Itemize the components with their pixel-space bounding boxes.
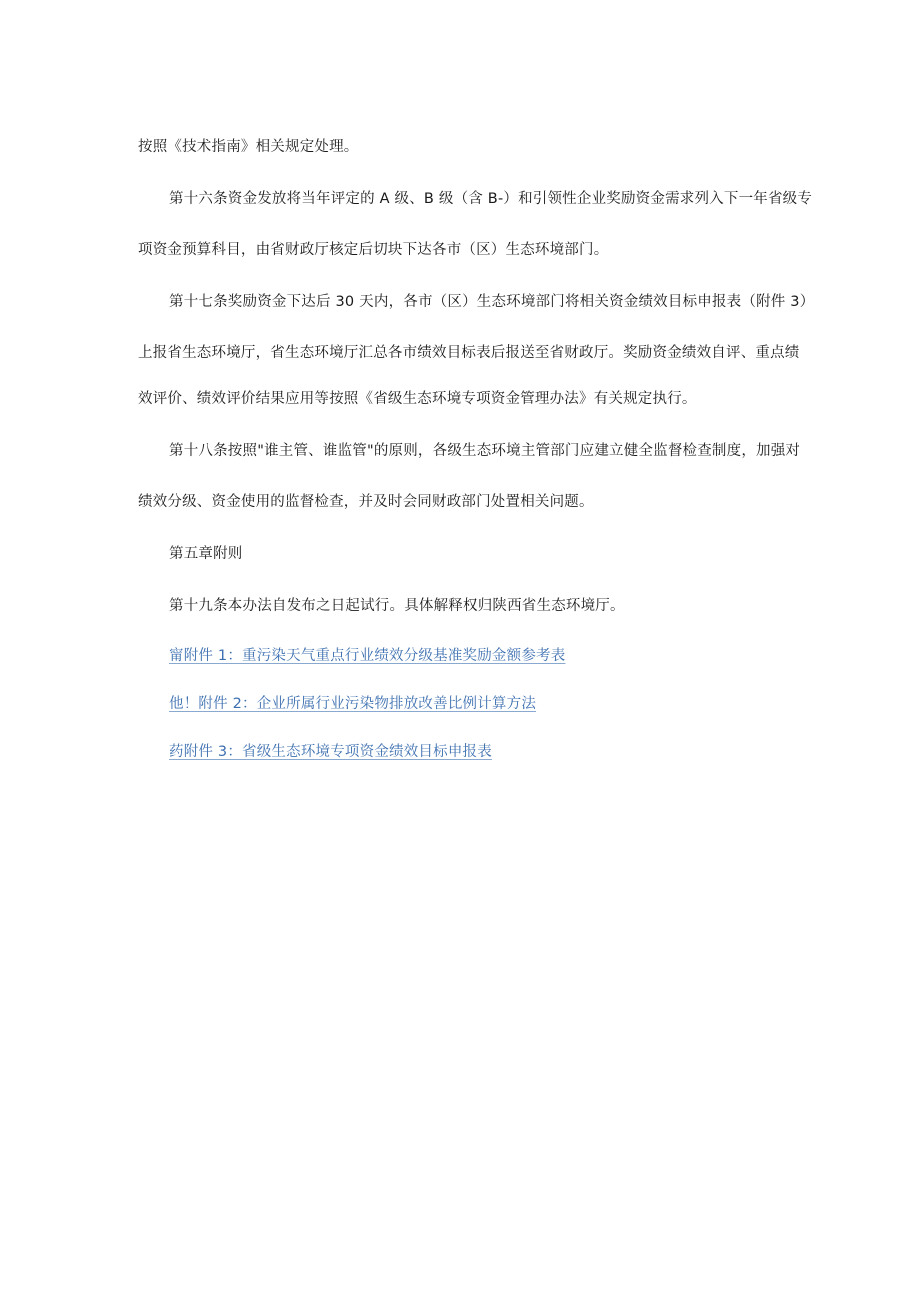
article-17-line-3: 效评价、绩效评价结果应用等按照《省级生态环境专项资金管理办法》有关规定执行。: [138, 391, 697, 407]
attachment-3-link[interactable]: 药附件 3：省级生态环境专项资金绩效目标申报表: [169, 744, 492, 760]
chapter-5-heading: 第五章附则: [169, 546, 243, 562]
paragraph-line: 按照《技术指南》相关规定处理。: [138, 139, 359, 155]
attachment-2-link[interactable]: 他！附件 2：企业所属行业污染物排放改善比例计算方法: [169, 696, 537, 712]
article-16-line-2: 项资金预算科目，由省财政厅核定后切块下达各市（区）生态环境部门。: [138, 242, 609, 258]
article-17-line-2: 上报省生态环境厅，省生态环境厅汇总各市绩效目标表后报送至省财政厅。奖励资金绩效自评、重点绩: [138, 345, 800, 361]
article-18-line-2: 绩效分级、资金使用的监督检查，并及时会同财政部门处置相关问题。: [138, 494, 594, 510]
attachment-1-link[interactable]: 甯附件 1：重污染天气重点行业绩效分级基准奖励金额参考表: [169, 648, 566, 664]
article-16-line-1: 第十六条资金发放将当年评定的 A 级、B 级（含 B-）和引领性企业奖励资金需求列入下一年省级专: [169, 191, 813, 207]
article-18-line-1: 第十八条按照"谁主管、谁监管"的原则，各级生态环境主管部门应建立健全监督检查制度，加强对: [169, 443, 801, 459]
article-17-line-1: 第十七条奖励资金下达后 30 天内，各市（区）生态环境部门将相关资金绩效目标申报表（附件 3）: [169, 294, 815, 310]
article-19-line: 第十九条本办法自发布之日起试行。具体解释权归陕西省生态环境厅。: [169, 598, 625, 614]
